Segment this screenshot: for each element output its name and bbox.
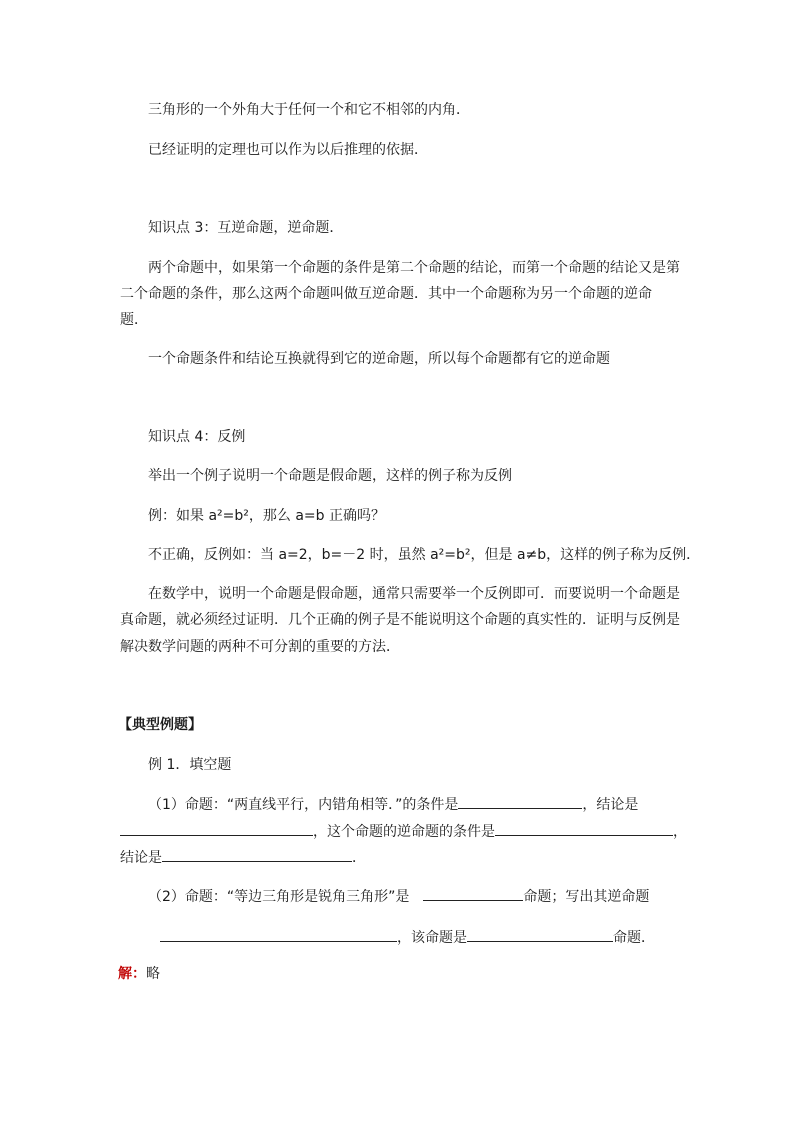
text: 知识点 3：互逆命题，逆命题． [148, 220, 344, 236]
paragraph-line [148, 466, 512, 486]
answer-blank[interactable] [458, 794, 582, 809]
question-1-line-1 [148, 794, 638, 815]
text: 【典型例题】 [118, 717, 202, 733]
text: 两个命题中，如果第一个命题的条件是第二个命题的结论，而第一个命题的结论又是第 [148, 260, 680, 276]
text: 举出一个例子说明一个命题是假命题，这样的例子称为反例 [148, 468, 512, 484]
text: 例 1．填空题 [148, 757, 232, 773]
paragraph-line [120, 284, 652, 304]
paragraph-line [148, 349, 610, 369]
text: 三角形的一个外角大于任何一个和它不相邻的内角． [148, 102, 470, 118]
text: ， [673, 824, 687, 840]
example-1-title [148, 755, 231, 775]
question-2-line-2 [160, 927, 655, 948]
text: ，该命题是 [397, 930, 467, 946]
knowledge-point-4-title [148, 427, 245, 447]
text: 真命题，就必须经过证明．几个正确的例子是不能说明这个命题的真实性的．证明与反例是 [120, 612, 680, 628]
text: 不正确，反例如：当 a=2，b=－2 时，虽然 a²=b²，但是 a≠b，这样的例子称为反例． [148, 547, 701, 563]
text: 已经证明的定理也可以作为以后推理的依据． [148, 142, 428, 158]
solution-text: 略 [146, 966, 160, 982]
solution-label: 解： [118, 966, 146, 982]
text: 题． [120, 312, 148, 328]
section-title [118, 715, 202, 735]
text: 结论是 [120, 850, 162, 866]
knowledge-point-3-title [148, 218, 343, 238]
text: 例：如果 a²=b²，那么 a=b 正确吗？ [148, 508, 385, 524]
text: ，这个命题的逆命题的条件是 [313, 824, 495, 840]
text: ，结论是 [582, 797, 639, 813]
text: 一个命题条件和结论互换就得到它的逆命题，所以每个命题都有它的逆命题 [148, 351, 610, 367]
text: 命题． [613, 930, 655, 946]
paragraph-line [148, 100, 470, 120]
paragraph-line [148, 584, 680, 604]
answer-blank[interactable] [120, 821, 313, 836]
example-answer [148, 545, 700, 565]
question-2-line-1 [148, 886, 649, 907]
answer-blank[interactable] [495, 821, 673, 836]
text: ． [352, 850, 366, 866]
text: （1）命题：“两直线平行，内错角相等．”的条件是 [148, 797, 459, 813]
paragraph-line [120, 637, 400, 657]
question-1-line-3 [120, 847, 366, 868]
text: 知识点 4：反例 [148, 429, 246, 445]
paragraph-line [148, 140, 428, 160]
paragraph-line [148, 258, 680, 278]
paragraph-line [120, 310, 148, 330]
question-1-line-2 [120, 821, 687, 842]
answer-blank[interactable] [160, 927, 397, 942]
solution-line [118, 964, 160, 984]
answer-blank[interactable] [423, 886, 523, 901]
text: 命题；写出其逆命题 [523, 889, 650, 905]
text: 在数学中，说明一个命题是假命题，通常只需要举一个反例即可．而要说明一个命题是 [148, 586, 680, 602]
text: 二个命题的条件，那么这两个命题叫做互逆命题．其中一个命题称为另一个命题的逆命 [120, 286, 652, 302]
answer-blank[interactable] [467, 927, 613, 942]
example-question [148, 506, 385, 526]
text: 解决数学问题的两种不可分割的重要的方法． [120, 639, 400, 655]
paragraph-line [120, 610, 680, 630]
answer-blank[interactable] [162, 847, 352, 862]
text: （2）命题：“等边三角形是锐角三角形”是 [148, 889, 410, 905]
